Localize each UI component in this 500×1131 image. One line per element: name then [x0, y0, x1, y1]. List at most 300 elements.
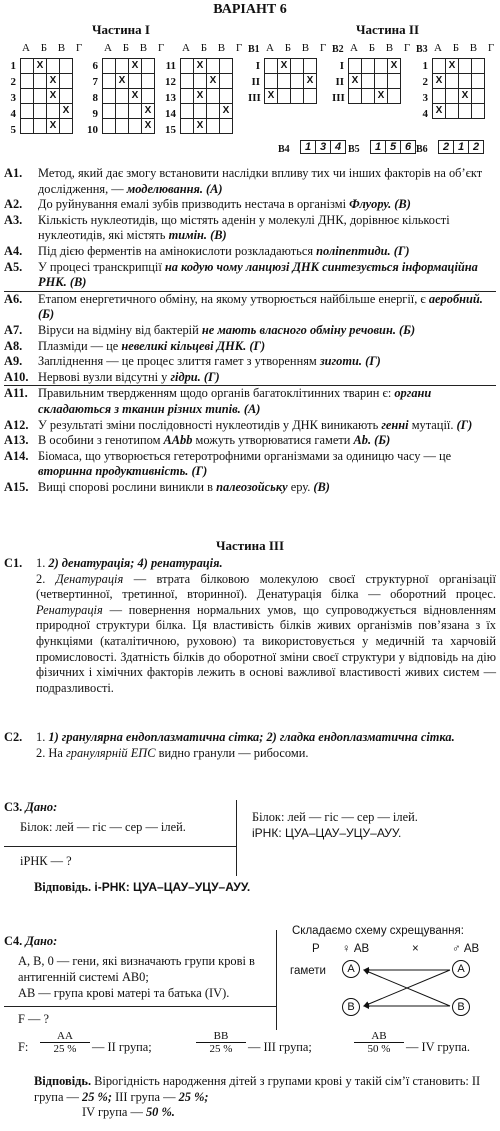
part1-grid-2-row-number: 8	[92, 92, 98, 104]
part2-grid-1-cell: X	[265, 89, 278, 104]
c4-answer	[34, 1074, 494, 1121]
part1-grid-3-cell	[207, 119, 220, 134]
part2-grid-1-cell	[291, 74, 304, 89]
item-text2: можуть утворюватися гамети	[192, 433, 354, 448]
part2-grid-2-cell	[362, 89, 375, 104]
part1-grid-1-cell	[21, 59, 34, 74]
part2-grid-3-cell	[446, 104, 459, 119]
part2-grid-label: В2	[332, 44, 344, 55]
part1-grid-3-cell	[181, 89, 194, 104]
part1-grid-2-row-number: 7	[92, 76, 98, 88]
part2-grid-1-row-number: І	[255, 60, 260, 72]
part2-grid-1-cell	[291, 59, 304, 74]
part2-grid-1-cell	[278, 74, 291, 89]
item-text: Кількість нуклеотидів, що містять аденін у молекулі ДНК, дорівнює кількості нуклеотидів, які містять	[38, 212, 450, 243]
part2-grid-1-cell	[291, 89, 304, 104]
c4-p: Р	[312, 943, 320, 955]
item-text	[38, 386, 496, 417]
part1-grid-3-cell	[207, 59, 220, 74]
part1-grid-2-cell	[129, 104, 142, 119]
part2-grid-2-table	[348, 58, 401, 104]
part1-grid-3-cell	[220, 119, 233, 134]
part2-grid-2-col-letters: А Б В Г	[350, 42, 415, 54]
part2-grid-2-cell	[349, 59, 362, 74]
part1-grid-3-cell	[194, 74, 207, 89]
part1-grid-2-cell	[103, 104, 116, 119]
c3-mrna-question: іРНК — ?	[20, 854, 72, 868]
item-text	[38, 480, 496, 496]
part2-grid-2-cell: X	[388, 59, 401, 74]
part2-grid-2-cell: X	[349, 74, 362, 89]
part1-grid-3-cell: X	[207, 74, 220, 89]
part1-grid-1-cell	[21, 119, 34, 134]
part1-grid-3-row	[181, 74, 233, 89]
f2-group: — III група;	[248, 1040, 312, 1054]
part2-grid-3-row-number: 4	[422, 108, 428, 120]
part2-grid-3-cell: X	[433, 104, 446, 119]
part1-grid-3-row	[181, 119, 233, 134]
f1-percent: 25 %	[53, 1043, 77, 1055]
f2-percent: 25 %	[209, 1043, 233, 1055]
part1-grid-1-cell: X	[47, 74, 60, 89]
c2-text-a: На	[48, 745, 66, 760]
c1-renaturation: Ренатурація	[36, 602, 103, 617]
c1-denaturation: Денатурація	[55, 571, 124, 586]
item-number: А2.	[4, 197, 23, 212]
item-text: Правильним твердженням щодо органів багатоклітинних тварин є:	[38, 386, 395, 401]
part1-grid-1-row-number: 5	[10, 124, 16, 136]
c3-answer-text: і-РНК: ЦУА–ЦАУ–УЦУ–АУУ.	[91, 880, 251, 894]
item-number: А9.	[4, 354, 23, 369]
item-text: Вищі спорові рослини виникли в	[38, 479, 217, 494]
part2-grid-1-row-number: ІІІ	[248, 92, 261, 104]
part2-grid-3-cell	[459, 59, 472, 74]
item-number: А10.	[4, 369, 29, 384]
part2-grid-1-col-letters: А Б В Г	[266, 42, 331, 54]
part2-grid-1-cell	[304, 59, 317, 74]
part1-grid-2-cell	[142, 89, 155, 104]
part1-grid-1-cell	[60, 74, 73, 89]
item-number: А3.	[4, 212, 23, 227]
part2-grid-2-row	[349, 74, 401, 89]
item-ans: аеробний.	[428, 291, 483, 306]
part1-grid-1-cell: X	[34, 59, 47, 74]
c2-l1-num: 1.	[36, 730, 49, 744]
c4-given-1: А, В, 0 — гени, які визначають групи крові в антигенній системі АВ0;	[18, 954, 255, 984]
b-answer-box	[438, 140, 484, 154]
item-letter: (А)	[202, 181, 223, 196]
part2-grid-3-row	[433, 74, 485, 89]
part1-grid-2-row	[103, 74, 155, 89]
part1-grid-1-cell	[34, 119, 47, 134]
f3-percent: 50 %	[367, 1043, 391, 1055]
part2-grid-2-row-number: І	[339, 60, 344, 72]
part1-grid-3-cell	[220, 89, 233, 104]
part1-grid-1-row-number: 3	[10, 92, 16, 104]
part2-grid-3-cell	[459, 74, 472, 89]
f1-group: — II група;	[92, 1040, 152, 1054]
f3-genotype: АВ	[354, 1030, 404, 1043]
item-ans: не мають власного обміну речовин.	[201, 322, 396, 337]
part2-grid-3-row-number: 3	[422, 92, 428, 104]
item-text	[38, 260, 496, 291]
c4-gametes-label: гамети	[290, 965, 326, 977]
b-answer-digit: 1	[301, 141, 316, 153]
part1-heading: Частина I	[92, 22, 150, 37]
item-ans: гідри.	[170, 369, 201, 384]
b-answer-box	[370, 140, 416, 154]
b-answer-label: В6	[416, 144, 428, 155]
part2-grid-3-cell	[472, 89, 485, 104]
item-ans: зиготи.	[319, 354, 362, 369]
item-row	[4, 213, 496, 244]
item-row	[4, 385, 496, 417]
item-letter: (В)	[391, 197, 411, 212]
gamete-a-female: А	[342, 960, 360, 978]
part2-grid-3-cell	[459, 104, 472, 119]
c2-line1: 1) гранулярна ендоплазматична сітка; 2) гладка ендоплазматична сітка.	[48, 730, 455, 744]
part2-grid-2-cell	[375, 59, 388, 74]
part1-grid-2-cell	[116, 59, 129, 74]
item-number: А4.	[4, 243, 23, 258]
c4-female: ♀ АВ	[342, 943, 370, 955]
part1-grid-2-cell	[116, 119, 129, 134]
item-text: До руйнування емалі зубів призводить нестача в організмі	[38, 197, 350, 212]
item-row	[4, 449, 496, 480]
c3-right-mrna: іРНК: ЦУА–ЦАУ–УЦУ–АУУ.	[252, 826, 402, 840]
c4-given: Дано:	[25, 934, 58, 948]
part1-grid-3-cell	[194, 104, 207, 119]
c2-block	[4, 730, 496, 761]
part1-grid-1-cell	[47, 104, 60, 119]
part1-grid-2-cell: X	[116, 74, 129, 89]
part1-grid-1-cell	[34, 74, 47, 89]
part2-grid-3-cell	[472, 59, 485, 74]
part1-grid-2-cell	[129, 74, 142, 89]
item-ans: невеликі кільцеві ДНК.	[121, 338, 247, 353]
item-number: А1.	[4, 166, 23, 180]
item-row	[4, 166, 496, 197]
c4-answer-a2: 25 %;	[178, 1089, 209, 1104]
c1-text-2: — повернення нормальних умов, що супроводжується відновленням природної структури білка. Ця властивість білків живих організмів пов’язана з їх функціями (каталітичною, руховою) та використовується у медичній та харчовій промисловості. Здатність білків до оборотної зміни своєї структури у відповідь на дію фізичних і хімічних факторів лежить в основі важливої властивості живих систем — подразливості.	[36, 602, 496, 695]
part1-grid-3-cell	[220, 74, 233, 89]
b-answer-label: В5	[348, 144, 360, 155]
c4-vertical-line	[276, 930, 277, 1030]
item-ans: генні	[381, 417, 409, 432]
part1-grid-1-row	[21, 119, 73, 134]
item-text	[38, 197, 496, 213]
item-number: А5.	[4, 259, 23, 274]
c4-answer-1: Вірогідність народження дітей з групами крові у такій сім’ї становить: II група —	[34, 1074, 481, 1104]
part1-grid-2-cell	[103, 74, 116, 89]
item-text: Запліднення — це процес злиття гамет з утворенням	[38, 354, 320, 369]
part2-grid-label: В3	[416, 44, 428, 55]
part1-grid-2-cell	[142, 74, 155, 89]
c3-right-protein: Білок: лей — гіс — сер — ілей.	[252, 810, 418, 824]
item-row	[4, 260, 496, 291]
c1-text-1: — втрата білковою молекулою своєї структурної організації (четвертинної, третинної, вторинної). Денатурація білка — оборотний процес.	[36, 571, 497, 602]
item-text	[38, 433, 496, 449]
c1-label: С1.	[4, 556, 23, 570]
f1-fraction	[40, 1030, 90, 1055]
part2-grid-3-cell	[433, 59, 446, 74]
part1-grid-3-cell: X	[194, 59, 207, 74]
part1-grid-3-row-number: 14	[165, 108, 176, 120]
part2-grid-1-cell	[304, 89, 317, 104]
variant-title: ВАРІАНТ 6	[213, 2, 287, 17]
c4-answer-a1: 25 %;	[82, 1089, 112, 1104]
b-answer-digit: 5	[386, 141, 401, 153]
part1-grid-2-col-letters: А Б В Г	[104, 42, 169, 54]
c1-line1: 2) денатурація; 4) ренатурація.	[48, 556, 223, 570]
c4-f-question: F — ?	[18, 1012, 49, 1026]
part1-grid-2-row-number: 6	[92, 60, 98, 72]
part1-grid-3-cell	[181, 119, 194, 134]
part1-grid-1-cell	[47, 59, 60, 74]
part2-grid-2-row	[349, 59, 401, 74]
c2-text-c: видно гранули — рибосоми.	[155, 745, 309, 760]
item-ans: моделювання.	[126, 181, 203, 196]
item-ans2: Аb.	[353, 433, 372, 448]
item-letter: (В)	[310, 479, 330, 494]
item-text: Під дією ферментів на амінокислоти розкладаються	[38, 243, 317, 258]
item-text2: мутації.	[408, 417, 454, 432]
b-answer-digit: 1	[371, 141, 386, 153]
c3-divider	[4, 846, 236, 847]
item-number: А8.	[4, 338, 23, 353]
part1-grid-1-row-number: 2	[10, 76, 16, 88]
item-row	[4, 339, 496, 355]
c4-f-label: F:	[18, 1040, 29, 1054]
item-letter: (В)	[207, 228, 227, 243]
part1-grid-3-cell	[181, 74, 194, 89]
part1-grid-3-cell	[181, 104, 194, 119]
item-text	[38, 213, 496, 244]
b-answer-digit: 2	[439, 141, 454, 153]
item-row	[4, 433, 496, 449]
part2-grid-3-cell	[446, 89, 459, 104]
part1-grid-2-cell	[142, 59, 155, 74]
item-ans: органи складаються з тканин різних типів.	[38, 386, 432, 416]
gamete-b-female: В	[342, 998, 360, 1016]
part1-grid-2-cell: X	[142, 104, 155, 119]
part2-grid-1-cell: X	[304, 74, 317, 89]
part1-grid-2-row	[103, 119, 155, 134]
c1-l2-num: 2.	[36, 571, 56, 586]
c1-block	[4, 556, 496, 696]
c3-answer	[34, 880, 250, 896]
part2-grid-1-row-number: ІІ	[251, 76, 260, 88]
item-ans: палеозойську	[216, 479, 288, 494]
part2-grid-2-cell	[375, 74, 388, 89]
part1-grid-3-cell	[220, 59, 233, 74]
part2-grid-1-cell: X	[278, 59, 291, 74]
part1-grid-3-row	[181, 89, 233, 104]
part2-grid-3-col-letters: А Б В Г	[434, 42, 499, 54]
part1-grid-3-row-number: 13	[165, 92, 176, 104]
part2-grid-3-row-number: 2	[422, 76, 428, 88]
item-number: А15.	[4, 479, 29, 494]
part2-grid-3-cell	[472, 74, 485, 89]
part1-grid-2-cell: X	[142, 119, 155, 134]
part1-grid-2-cell: X	[129, 59, 142, 74]
part1-grid-3-cell	[207, 104, 220, 119]
item-letter: (Б)	[38, 307, 55, 322]
c4-label: С4.	[4, 934, 23, 948]
part2-grid-1-table	[264, 58, 317, 104]
part1-grid-3-cell	[181, 59, 194, 74]
part2-grid-1-cell	[265, 74, 278, 89]
b-answer-digit: 4	[334, 141, 342, 153]
c4-answer-3: IV група —	[82, 1105, 146, 1120]
part2-grid-label: В1	[248, 44, 260, 55]
item-text: Метод, який дає змогу встановити наслідки впливу тих чи інших факторів на об’єкт дослідження, —	[38, 166, 483, 196]
item-number: А7.	[4, 322, 23, 337]
part2-grid-3-cell	[433, 89, 446, 104]
part1-grid-1-row	[21, 74, 73, 89]
item-row	[4, 480, 496, 496]
item-number: А12.	[4, 417, 29, 432]
part1-grid-1-cell: X	[60, 104, 73, 119]
part1-grid-2-cell	[129, 119, 142, 134]
part2-grid-3-row	[433, 59, 485, 74]
item-text	[38, 244, 496, 260]
part1-grid-1-cell	[60, 119, 73, 134]
part1-grid-1-cell	[60, 89, 73, 104]
part2-grid-2-cell: X	[375, 89, 388, 104]
item-text: Біомаса, що утворюється гетеротрофними організмами за одиницю часу — це	[38, 448, 452, 463]
part1-grid-1-row-number: 4	[10, 108, 16, 120]
part2-grid-1-row	[265, 74, 317, 89]
c4-answer-label: Відповідь.	[34, 1074, 92, 1088]
f3-fraction	[354, 1030, 404, 1055]
c3-answer-label: Відповідь.	[34, 880, 92, 894]
c2-l2-num: 2.	[36, 745, 49, 760]
part2-grid-1-row	[265, 89, 317, 104]
part2-grid-3-cell	[472, 104, 485, 119]
part2-grid-3-row	[433, 89, 485, 104]
part2-grid-3-cell: X	[446, 59, 459, 74]
item-text: Нервові вузли відсутні у	[38, 369, 171, 384]
c2-granular-eps: гранулярній ЕПС	[65, 745, 156, 760]
part1-grid-2-row-number: 9	[92, 108, 98, 120]
item-text	[38, 292, 496, 323]
part2-grid-1-row	[265, 59, 317, 74]
c4-answer-2: III група —	[111, 1089, 179, 1104]
item-ans: поліпептиди.	[316, 243, 391, 258]
item-number: А13.	[4, 433, 29, 448]
part1-grid-2-row	[103, 59, 155, 74]
c4-male: ♂ АВ	[452, 943, 480, 955]
item-text: В особини з генотипом	[38, 433, 164, 448]
item-ans: Флуору.	[349, 197, 392, 212]
part1-grid-1-cell	[60, 59, 73, 74]
c3-protein: Білок: лей — гіс — сер — ілей.	[20, 820, 186, 834]
item-text	[38, 449, 496, 480]
gamete-a-male: А	[452, 960, 470, 978]
b-answer-label: В4	[278, 144, 290, 155]
b-answer-digit: 6	[404, 141, 412, 153]
item-row	[4, 354, 496, 370]
b-answer-digit: 2	[472, 141, 480, 153]
c4-given-2: АВ — група крові матері та батька (IV).	[18, 986, 230, 1000]
b-answer-box	[300, 140, 346, 154]
item-row	[4, 370, 496, 386]
part2-grid-2-cell	[388, 89, 401, 104]
part2-grid-2-row-number: ІІІ	[332, 92, 345, 104]
part1-grid-1-cell	[21, 104, 34, 119]
part1-grid-2-cell: X	[129, 89, 142, 104]
part1-grid-2-row	[103, 89, 155, 104]
item-letter: (Г)	[200, 369, 220, 384]
c2-label: С2.	[4, 730, 23, 744]
part2-grid-2-row-number: ІІ	[335, 76, 344, 88]
part2-grid-3-table	[432, 58, 485, 119]
part1-grid-1-row	[21, 89, 73, 104]
part1-grid-1-row	[21, 104, 73, 119]
part2-grid-3-cell: X	[459, 89, 472, 104]
part1-items	[4, 166, 496, 495]
gamete-cross-arrows	[360, 966, 452, 1010]
item-text: Етапом енергетичного обміну, на якому утворюється найбільше енергії, є	[38, 291, 429, 306]
part1-grid-1-cell	[21, 89, 34, 104]
item-letter: (Г)	[361, 354, 381, 369]
part1-grid-2-row-number: 10	[87, 124, 98, 136]
item-ans: тимін.	[168, 228, 207, 243]
part2-grid-1-cell	[265, 59, 278, 74]
part1-grid-3-row-number: 12	[165, 76, 176, 88]
item-text	[38, 354, 496, 370]
item-letter: (В)	[66, 275, 87, 290]
item-text	[38, 418, 496, 434]
f2-fraction	[196, 1030, 246, 1055]
item-letter: (Г)	[453, 417, 473, 432]
item-ans: ААbb	[163, 433, 193, 448]
item-row	[4, 197, 496, 213]
part2-grid-2-row	[349, 89, 401, 104]
part3-heading: Частина III	[215, 538, 285, 553]
c3-given: Дано:	[25, 800, 58, 814]
c1-l1-num: 1.	[36, 556, 49, 570]
part1-grid-3-row-number: 11	[165, 60, 176, 72]
part1-grid-1-row-number: 1	[10, 60, 16, 72]
item-text	[38, 323, 496, 339]
part2-heading: Частина II	[356, 22, 420, 37]
c3-label-row	[4, 800, 57, 816]
f2-genotype: ВВ	[196, 1030, 246, 1043]
item-row	[4, 323, 496, 339]
part1-grid-3-cell	[207, 89, 220, 104]
item-text: Плазміди — це	[38, 338, 122, 353]
part1-grid-1-col-letters: А Б В Г	[22, 42, 87, 54]
part1-grid-2-cell	[103, 119, 116, 134]
part1-grid-2-cell	[103, 59, 116, 74]
item-letter: (Г)	[390, 243, 410, 258]
f1-genotype: АА	[40, 1030, 90, 1043]
part2-grid-3-row-number: 1	[422, 60, 428, 72]
part1-grid-3-cell: X	[194, 119, 207, 134]
part2-grid-2-cell	[362, 74, 375, 89]
part1-grid-3-cell: X	[194, 89, 207, 104]
item-row	[4, 418, 496, 434]
item-ans: вторинна продуктивність.	[38, 464, 189, 479]
part2-grid-1-cell	[278, 89, 291, 104]
part2-grid-2-cell	[349, 89, 362, 104]
item-number: А14.	[4, 448, 29, 463]
part2-grid-2-cell	[362, 59, 375, 74]
part2-grid-3-cell	[446, 74, 459, 89]
item-letter: (Б)	[371, 433, 391, 448]
